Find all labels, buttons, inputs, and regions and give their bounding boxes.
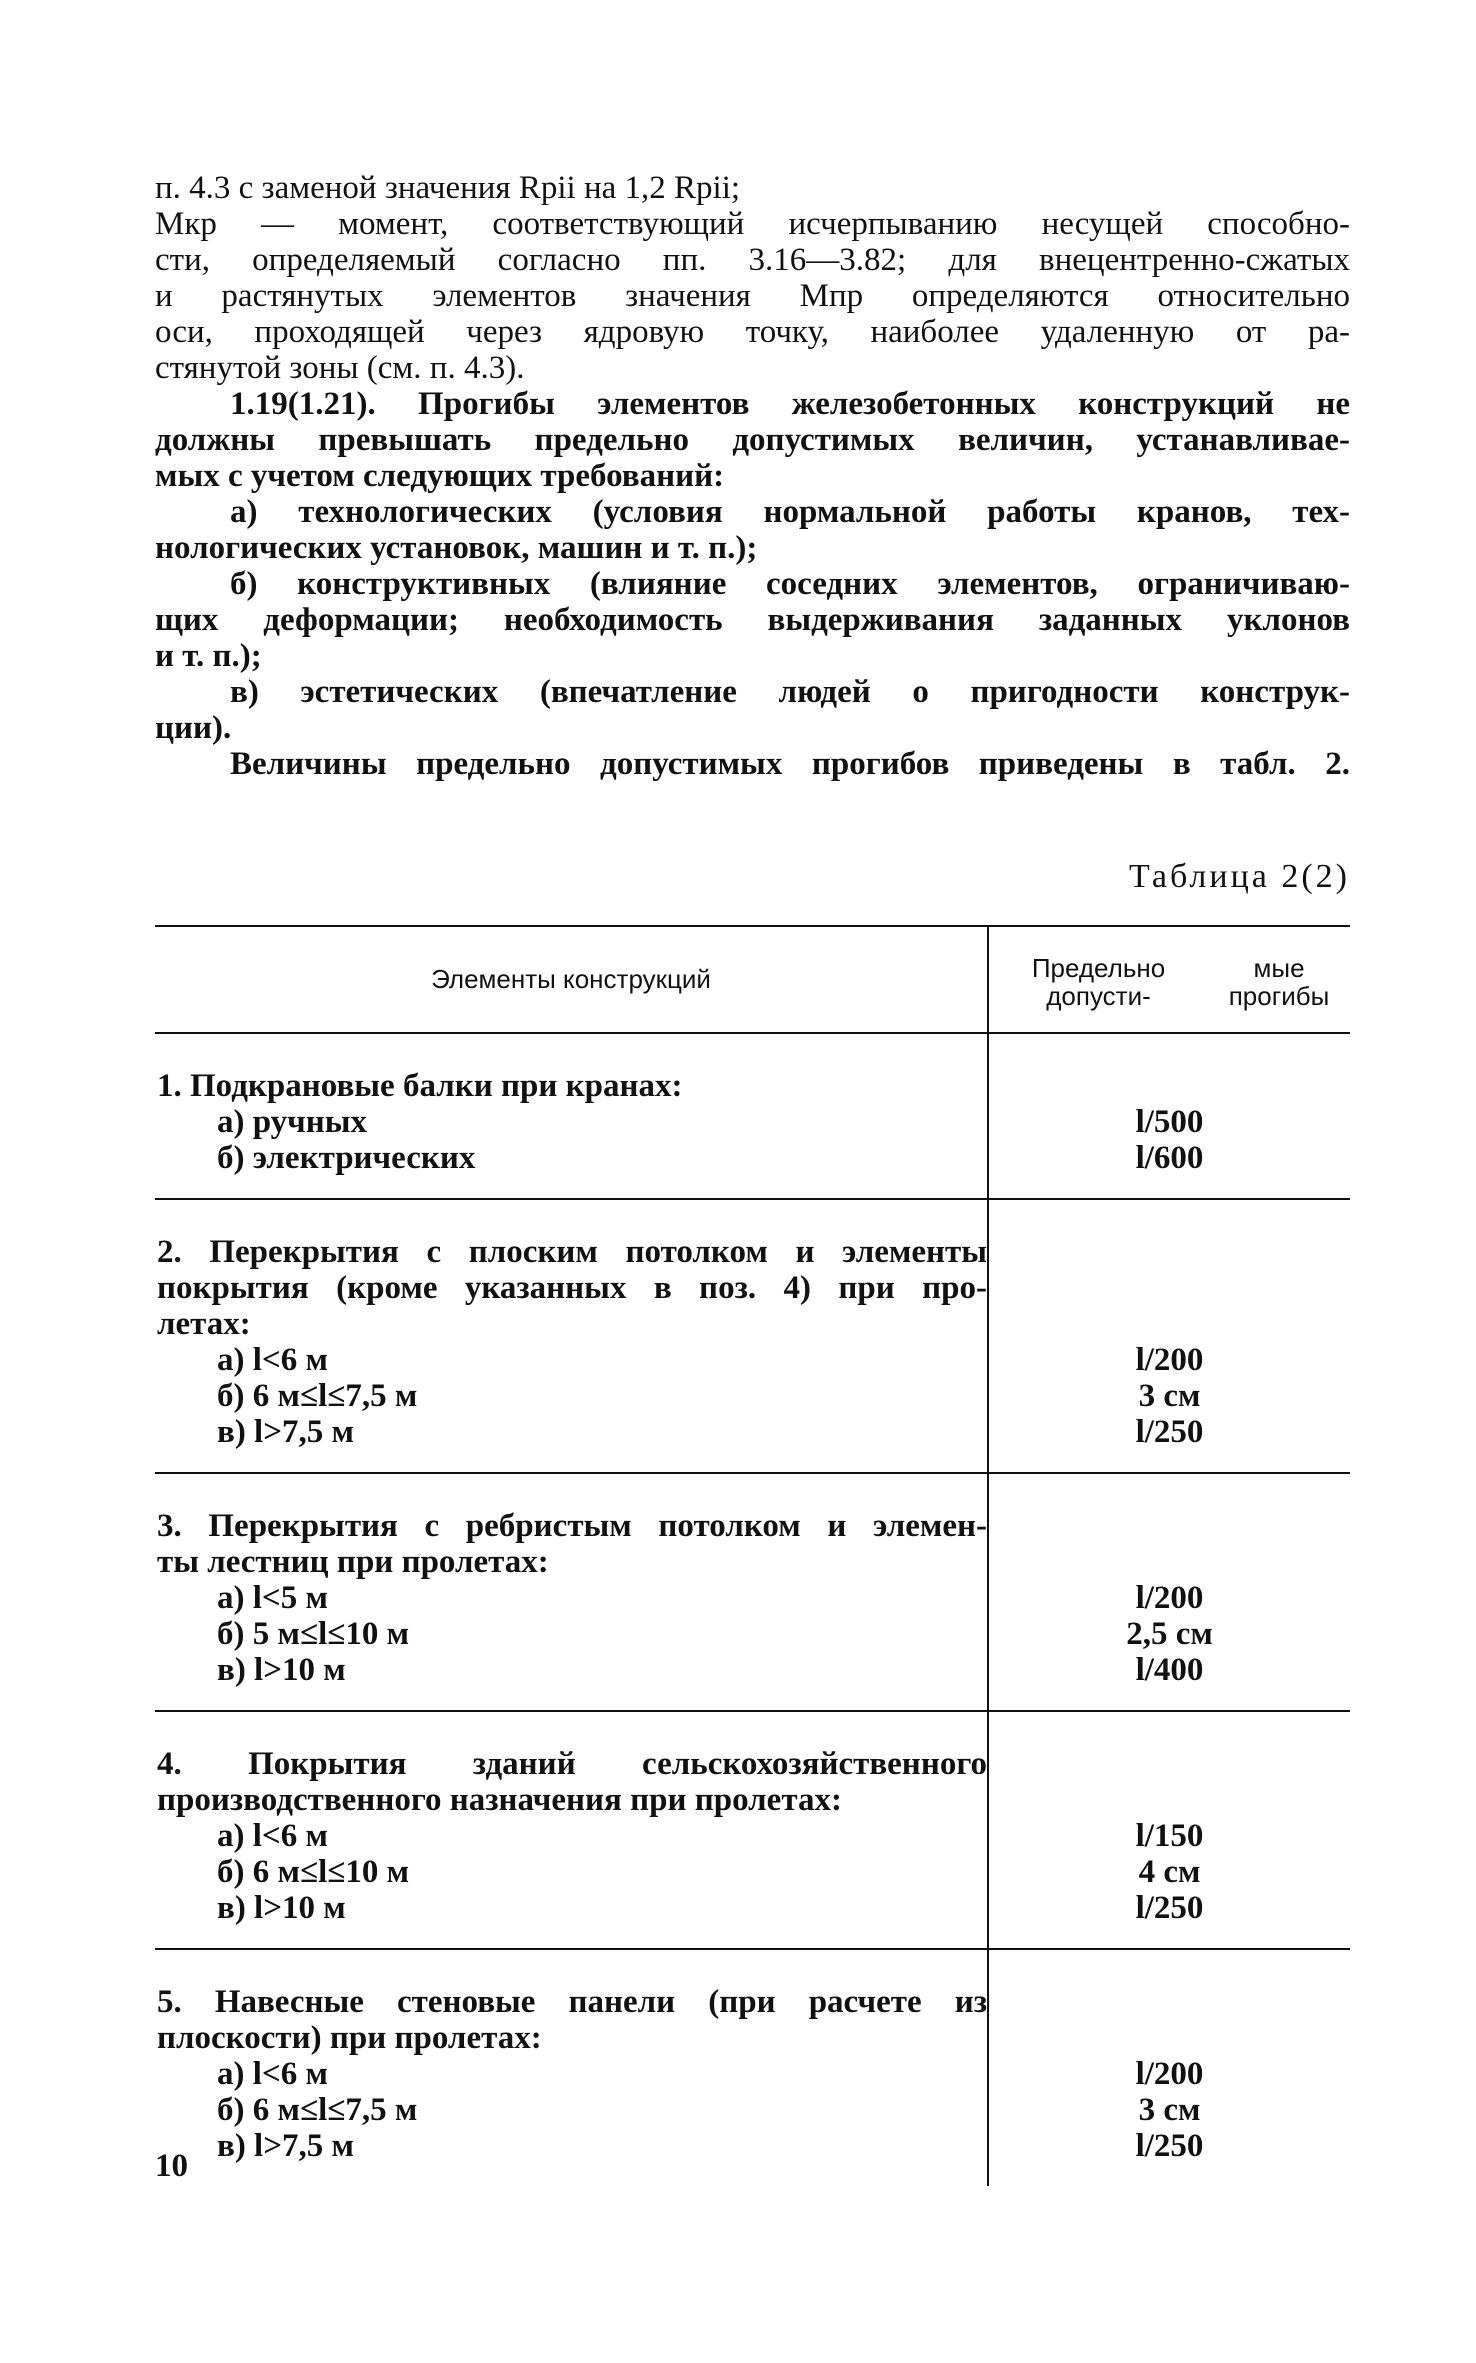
header-elements: Элементы конструкций xyxy=(431,964,711,994)
row-deflection-cell xyxy=(987,1474,1350,1710)
deflection-value: l/600 xyxy=(1135,1140,1204,1176)
text-line: Mкр — момент, соответствующий исчерпыванию несущей способно- xyxy=(155,206,1350,242)
table-header xyxy=(155,927,1350,1034)
text-line: должны превышать предельно допустимых величин, устанавливае- xyxy=(155,422,1350,458)
text-line: сти, определяемый согласно пп. 3.16—3.82; для внецентренно-сжатых xyxy=(155,242,1350,278)
deflection-value: l/250 xyxy=(1135,1890,1204,1926)
deflection-value: 3 см xyxy=(1138,1378,1201,1414)
table-row xyxy=(155,1034,1350,1200)
table-body xyxy=(155,1034,1350,2186)
row-title-line: летах: xyxy=(157,1306,251,1342)
text-line: и растянутых элементов значения Mпр определяются относительно xyxy=(155,278,1350,314)
spacer xyxy=(989,1508,1350,1544)
row-element-cell xyxy=(155,1950,987,2186)
row-subitem: в) l>7,5 м xyxy=(217,2128,355,2164)
text-line: п. 4.3 с заменой значения Rpii на 1,2 Rpii; xyxy=(155,170,741,206)
deflection-value: 3 см xyxy=(1138,2092,1201,2128)
row-deflection-cell xyxy=(987,1712,1350,1948)
row-deflection-cell xyxy=(987,1200,1350,1472)
table-caption: Таблица 2(2) xyxy=(1128,858,1350,895)
row-subitem: б) 6 м≤l≤7,5 м xyxy=(217,2092,418,2128)
table-row xyxy=(155,1712,1350,1950)
spacer xyxy=(989,1746,1350,1782)
deflection-value: l/500 xyxy=(1135,1104,1204,1140)
text-line: Величины предельно допустимых прогибов приведены в табл. 2. xyxy=(230,746,1350,782)
deflection-value: 2,5 см xyxy=(1126,1616,1213,1652)
row-subitem: а) ручных xyxy=(217,1104,368,1140)
row-title-line: плоскости) при пролетах: xyxy=(157,2020,542,2056)
row-deflection-cell xyxy=(987,1034,1350,1198)
row-subitem: б) 6 м≤l≤7,5 м xyxy=(217,1378,418,1414)
table-row xyxy=(155,1200,1350,1474)
row-element-cell xyxy=(155,1200,987,1472)
text-line: б) конструктивных (влияние соседних элементов, ограничиваю- xyxy=(230,566,1350,602)
document-page xyxy=(155,170,1350,2164)
header-deflections-line1: Предельно допусти- xyxy=(1031,952,1166,1011)
spacer xyxy=(989,1306,1350,1342)
spacer xyxy=(989,2020,1350,2056)
deflection-value: 4 см xyxy=(1138,1854,1201,1890)
row-subitem: а) l<6 м xyxy=(217,2056,328,2092)
row-title-line: 3. Перекрытия с ребристым потолком и элемен- xyxy=(157,1508,987,1544)
header-deflections-line2: мые прогибы xyxy=(1228,952,1330,1011)
row-title-line: 2. Перекрытия с плоским потолком и элементы xyxy=(157,1234,987,1270)
deflection-value: l/150 xyxy=(1135,1818,1204,1854)
deflection-table xyxy=(155,925,1350,2186)
row-subitem: в) l>10 м xyxy=(217,1890,346,1926)
deflection-value: l/250 xyxy=(1135,2128,1204,2164)
row-subitem: б) электрических xyxy=(217,1140,476,1176)
spacer xyxy=(989,1544,1350,1580)
deflection-value: l/200 xyxy=(1135,1580,1204,1616)
text-line: и т. п.); xyxy=(155,638,262,674)
row-title-line: 4. Покрытия зданий сельскохозяйственного xyxy=(157,1746,987,1782)
spacer xyxy=(989,1234,1350,1270)
row-title-line: покрытия (кроме указанных в поз. 4) при про- xyxy=(157,1270,987,1306)
text-line: в) эстетических (впечатление людей о пригодности конструк- xyxy=(230,674,1350,710)
text-line: 1.19(1.21). Прогибы элементов железобетонных конструкций не xyxy=(230,386,1350,422)
header-deflections xyxy=(987,927,1350,1032)
row-subitem: б) 6 м≤l≤10 м xyxy=(217,1854,410,1890)
deflection-value: l/400 xyxy=(1135,1652,1204,1688)
row-element-cell xyxy=(155,1712,987,1948)
text-line: мых с учетом следующих требований: xyxy=(155,458,725,494)
row-subitem: а) l<6 м xyxy=(217,1818,328,1854)
row-subitem: в) l>7,5 м xyxy=(217,1414,355,1450)
text-line: щих деформации; необходимость выдерживания заданных уклонов xyxy=(155,602,1350,638)
row-subitem: а) l<6 м xyxy=(217,1342,328,1378)
spacer xyxy=(989,1984,1350,2020)
spacer xyxy=(989,1782,1350,1818)
intro-text xyxy=(155,170,1350,782)
deflection-value: l/200 xyxy=(1135,1342,1204,1378)
row-title-line: 5. Навесные стеновые панели (при расчете из xyxy=(157,1984,987,2020)
text-line: ции). xyxy=(155,710,232,746)
spacer xyxy=(989,1068,1350,1104)
deflection-value: l/250 xyxy=(1135,1414,1204,1450)
table-row xyxy=(155,1474,1350,1712)
text-line: а) технологических (условия нормальной работы кранов, тех- xyxy=(230,494,1350,530)
row-element-cell xyxy=(155,1474,987,1710)
row-deflection-cell xyxy=(987,1950,1350,2186)
row-title-line: 1. Подкрановые балки при кранах: xyxy=(157,1068,683,1104)
deflection-value: l/200 xyxy=(1135,2056,1204,2092)
row-title-line: ты лестниц при пролетах: xyxy=(157,1544,549,1580)
text-line: стянутой зоны (см. п. 4.3). xyxy=(155,350,525,386)
table-row xyxy=(155,1950,1350,2186)
text-line: оси, проходящей через ядровую точку, наиболее удаленную от ра- xyxy=(155,314,1350,350)
page-number: 10 xyxy=(155,2148,188,2184)
spacer xyxy=(989,1270,1350,1306)
row-element-cell xyxy=(155,1034,987,1198)
row-subitem: б) 5 м≤l≤10 м xyxy=(217,1616,410,1652)
row-subitem: а) l<5 м xyxy=(217,1580,328,1616)
text-line: нологических установок, машин и т. п.); xyxy=(155,530,758,566)
row-title-line: производственного назначения при пролетах: xyxy=(157,1782,842,1818)
row-subitem: в) l>10 м xyxy=(217,1652,346,1688)
